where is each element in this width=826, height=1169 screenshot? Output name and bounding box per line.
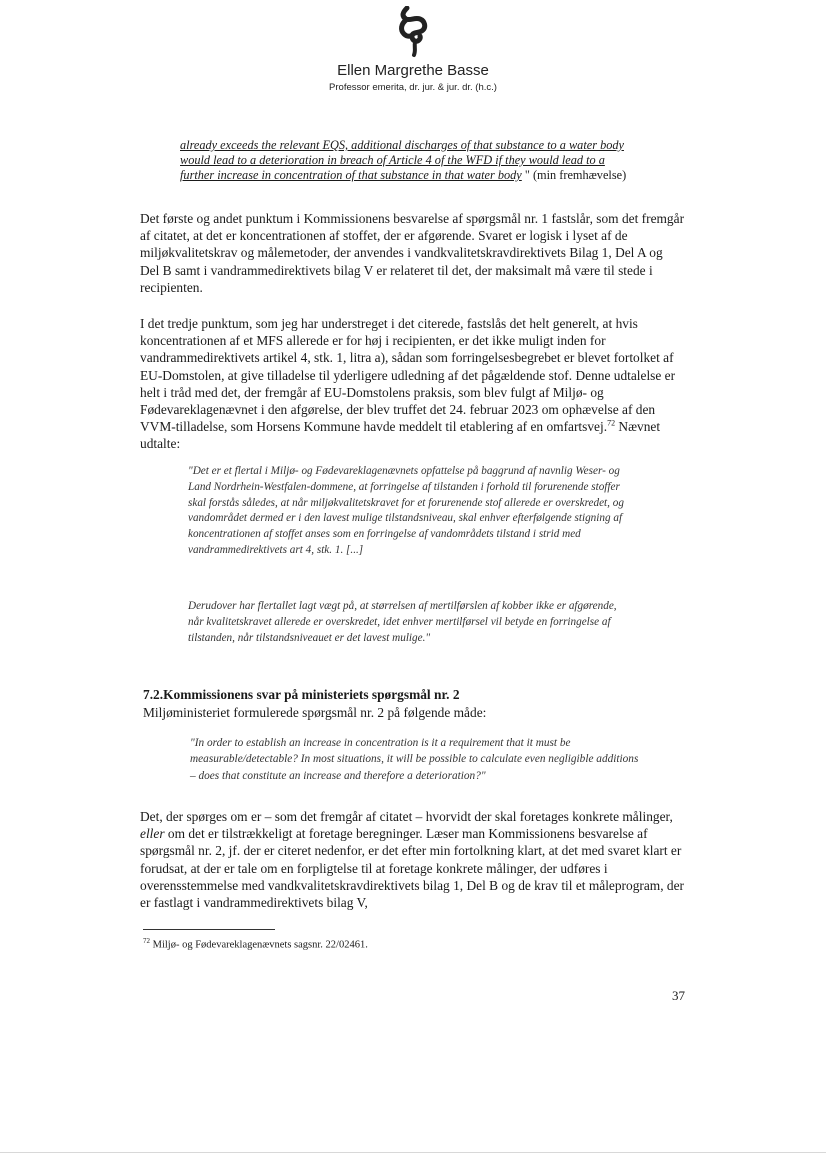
- quote-continuation: [180, 138, 630, 183]
- paragraph-2: [140, 315, 685, 453]
- paragraph-2-text: I det tredje punktum, som jeg har understreget i det citerede, fastslås det helt generelt, at hvis koncentrationen af et MFS allerede er for høj i recipienten, er det ikke muligt inden for vandrammedirektivets artikel 4, stk. 1, litra a), sådan som forringelsesbegrebet er blevet fortolket af EU-Domstolen, at give tilladelse til yderligere udledning af det pågældende stof. Denne udtalelse er helt i tråd med det, der fremgår af EU-Domstolens praksis, som blev fulgt af Miljø- og Fødevareklagenævnet i den afgørelse, der blev truffet det 24. februar 2023 om ophævelse af den VVM-tilladelse, som Horsens Kommune havde meddelt til etablering af en omfartsvej.: [140, 316, 676, 435]
- footnote-mark: 72: [143, 937, 150, 945]
- footnote-72: [143, 935, 368, 952]
- blockquote-2: Derudover har flertallet lagt vægt på, at størrelsen af mertilførslen af kobber ikke er afgørende, når kvalitetskravet allerede er overskredet, idet enhver mertilførsel vil betyde en forringelse af tilstanden, når tilstandsniveauet er det lavest mulige.": [188, 600, 617, 644]
- scan-edge: [0, 1152, 826, 1153]
- quote-suffix: " (min fremhævelse): [521, 168, 627, 182]
- footnote-text: Miljø- og Fødevareklagenævnets sagsnr. 22/02461.: [150, 939, 368, 951]
- blockquote-question-2: "In order to establish an increase in concentration is it a requirement that it must be measurable/detectable? In most situations, it will be possible to calculate even negligible additions – does that constitute an increase and therefore a deterioration?": [190, 737, 639, 782]
- paragraph-3-b: om det er tilstrækkeligt at foretage beregninger. Læser man Kommissionens besvarelse af spørgsmål nr. 2, jf. der er citeret nedenfor, er det efter min fortolkning klart, at det med svaret klart er forudsat, at der er tale om en forpligtelse til at foretage konkrete målinger, der udføres i overensstemmelse med vandkvalitetskravdirektivets bilag 1, Del B og de krav til et måleprogram, der er fastlagt i vandrammedirektivets bilag V,: [140, 826, 685, 911]
- letterhead-logo-icon: [393, 6, 433, 58]
- footnote-separator: [143, 929, 275, 930]
- footnote-ref-72[interactable]: 72: [607, 418, 616, 428]
- paragraph-1: Det første og andet punktum i Kommissionens besvarelse af spørgsmål nr. 1 fastslår, som det fremgår af citatet, at det er koncentrationen af stoffet, der er afgørende. Svaret er logisk i lyset af de miljøkvalitetskrav og målemetoder, der anvendes i vandkvalitetskravdirektivets Bilag 1, Del A og Del B samt i vandrammedirektivets bilag V er relateret til det, der maksimalt må være til stede i recipienten.: [140, 211, 685, 295]
- letterhead: [0, 6, 826, 93]
- page-number: 37: [672, 988, 685, 1003]
- underlined-quote: already exceeds the relevant EQS, additional discharges of that substance to a water body would lead to a deterioration in breach of Article 4 of the WFD if they would lead to a further increase in concentration of that substance in that water body: [180, 138, 624, 182]
- author-title: Professor emerita, dr. jur. & jur. dr. (h.c.): [329, 82, 497, 93]
- paragraph-3: [140, 808, 685, 911]
- paragraph-3-emphasis: eller: [140, 826, 165, 842]
- blockquote-1: "Det er et flertal i Miljø- og Fødevareklagenævnets opfattelse på baggrund af navnlig Weser- og Land Nordrhein-Westfalen-dommene, at forringelse af tilstanden i forhold til forurenende stoffer skal forstås således, at når miljøkvalitetskravet for et forurenende stof allerede er overskredet, og vandområdet dermed er i den lavest mulige tilstandsniveau, skal enhver efterfølgende stigning af koncentrationen af stoffet anses som en forringelse af vandområdets tilstand i strid med vandrammedirektivets art 4, stk. 1. [...]: [188, 465, 624, 556]
- paragraph-2-tail: Nævnet udtalte:: [140, 419, 661, 452]
- section-heading: 7.2.Kommissionens svar på ministeriets spørgsmål nr. 2: [143, 687, 460, 702]
- paragraph-3-a: Det, der spørges om er – som det fremgår af citatet – hvorvidt der skal foretages konkrete målinger,: [140, 809, 673, 824]
- author-name: Ellen Margrethe Basse: [337, 62, 489, 79]
- section-intro: Miljøministeriet formulerede spørgsmål nr. 2 på følgende måde:: [143, 705, 487, 720]
